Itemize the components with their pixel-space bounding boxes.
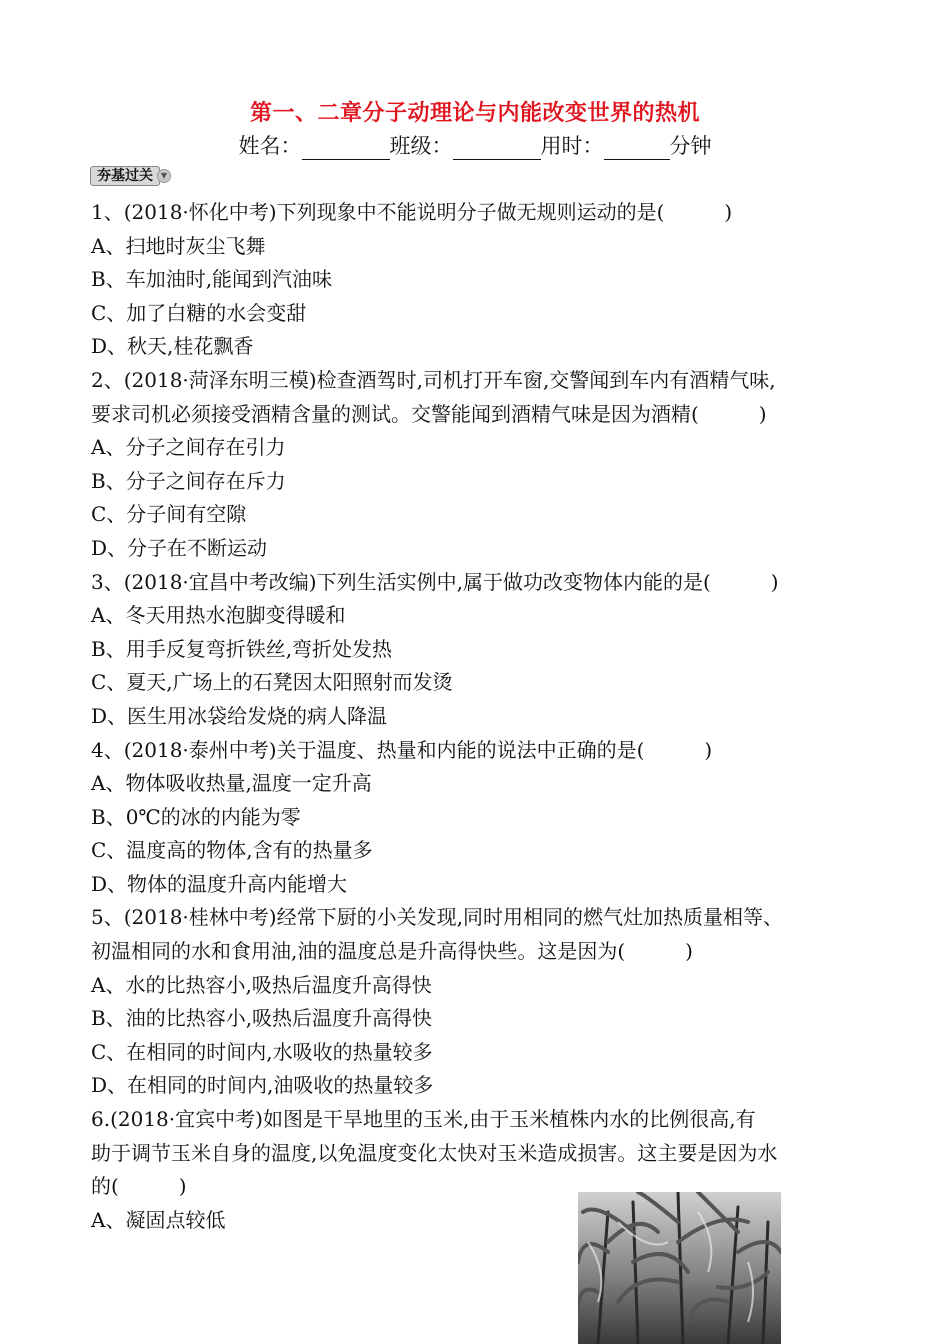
class-label: 班级： bbox=[389, 134, 453, 158]
option-d: D、物体的温度升高内能增大 bbox=[91, 871, 348, 896]
name-label: 姓名： bbox=[238, 134, 302, 158]
question-stem: 5、(2018·桂林中考)经常下厨的小关发现,同时用相同的燃气灶加热质量相等、 bbox=[91, 905, 783, 930]
option-c: C、加了白糖的水会变甜 bbox=[91, 300, 307, 325]
time-label: 用时： bbox=[540, 134, 604, 158]
time-blank[interactable] bbox=[604, 139, 670, 160]
option-c: C、在相同的时间内,水吸收的热量较多 bbox=[91, 1039, 433, 1064]
option-d: D、在相同的时间内,油吸收的热量较多 bbox=[91, 1073, 434, 1098]
section-badge bbox=[90, 166, 171, 186]
student-info-line bbox=[0, 130, 950, 160]
question-stem: 2、(2018·菏泽东明三模)检查酒驾时,司机打开车窗,交警闻到车内有酒精气味, bbox=[91, 367, 776, 392]
option-b: B、车加油时,能闻到汽油味 bbox=[91, 267, 333, 292]
option-a: A、水的比热容小,吸热后温度升高得快 bbox=[91, 972, 432, 997]
question-stem: 助于调节玉米自身的温度,以免温度变化太快对玉米造成损害。这主要是因为水 bbox=[91, 1140, 778, 1165]
question-stem: 要求司机必须接受酒精含量的测试。交警能闻到酒精气味是因为酒精( ) bbox=[91, 401, 767, 426]
name-blank[interactable] bbox=[302, 139, 390, 160]
question-stem: 的( ) bbox=[91, 1174, 187, 1199]
option-d: D、医生用冰袋给发烧的病人降温 bbox=[91, 703, 388, 728]
page-title: 第一、二章分子动理论与内能改变世界的热机 bbox=[249, 101, 700, 126]
option-d: D、秋天,桂花飘香 bbox=[91, 334, 254, 359]
question-stem: 4、(2018·泰州中考)关于温度、热量和内能的说法中正确的是( ) bbox=[91, 737, 713, 762]
option-d: D、分子在不断运动 bbox=[91, 535, 268, 560]
option-a: A、分子之间存在引力 bbox=[91, 435, 286, 460]
section-badge-label: 夯基过关 bbox=[90, 166, 160, 186]
corn-plants-illustration bbox=[578, 1192, 781, 1344]
option-c: C、分子间有空隙 bbox=[91, 502, 247, 527]
question-stem: 初温相同的水和食用油,油的温度总是升高得快些。这是因为( ) bbox=[91, 939, 693, 964]
question-3 bbox=[91, 566, 871, 734]
option-b: B、分子之间存在斥力 bbox=[91, 468, 286, 493]
question-4 bbox=[91, 734, 871, 902]
class-blank[interactable] bbox=[453, 139, 541, 160]
option-b: B、用手反复弯折铁丝,弯折处发热 bbox=[91, 636, 393, 661]
badge-arrow-icon: ▼ bbox=[157, 169, 171, 183]
question-2 bbox=[91, 364, 871, 566]
option-b: B、0℃的冰的内能为零 bbox=[91, 804, 301, 829]
question-stem: 6.(2018·宜宾中考)如图是干旱地里的玉米,由于玉米植株内水的比例很高,有 bbox=[91, 1107, 756, 1132]
option-a: A、冬天用热水泡脚变得暖和 bbox=[91, 603, 346, 628]
question-stem: 1、(2018·怀化中考)下列现象中不能说明分子做无规则运动的是( ) bbox=[91, 200, 733, 224]
option-c: C、夏天,广场上的石凳因太阳照射而发烫 bbox=[91, 670, 453, 695]
option-a: A、扫地时灰尘飞舞 bbox=[91, 233, 266, 258]
question-stem: 3、(2018·宜昌中考改编)下列生活实例中,属于做功改变物体内能的是( ) bbox=[91, 569, 779, 594]
question-5 bbox=[91, 901, 871, 1103]
option-a: A、物体吸收热量,温度一定升高 bbox=[91, 771, 372, 796]
question-list bbox=[91, 196, 871, 1237]
option-b: B、油的比热容小,吸热后温度升高得快 bbox=[91, 1006, 433, 1031]
option-a: A、凝固点较低 bbox=[91, 1207, 226, 1232]
question-1 bbox=[91, 196, 871, 364]
minutes-label: 分钟 bbox=[669, 134, 712, 158]
option-c: C、温度高的物体,含有的热量多 bbox=[91, 838, 373, 863]
corn-field-photo bbox=[578, 1192, 781, 1344]
